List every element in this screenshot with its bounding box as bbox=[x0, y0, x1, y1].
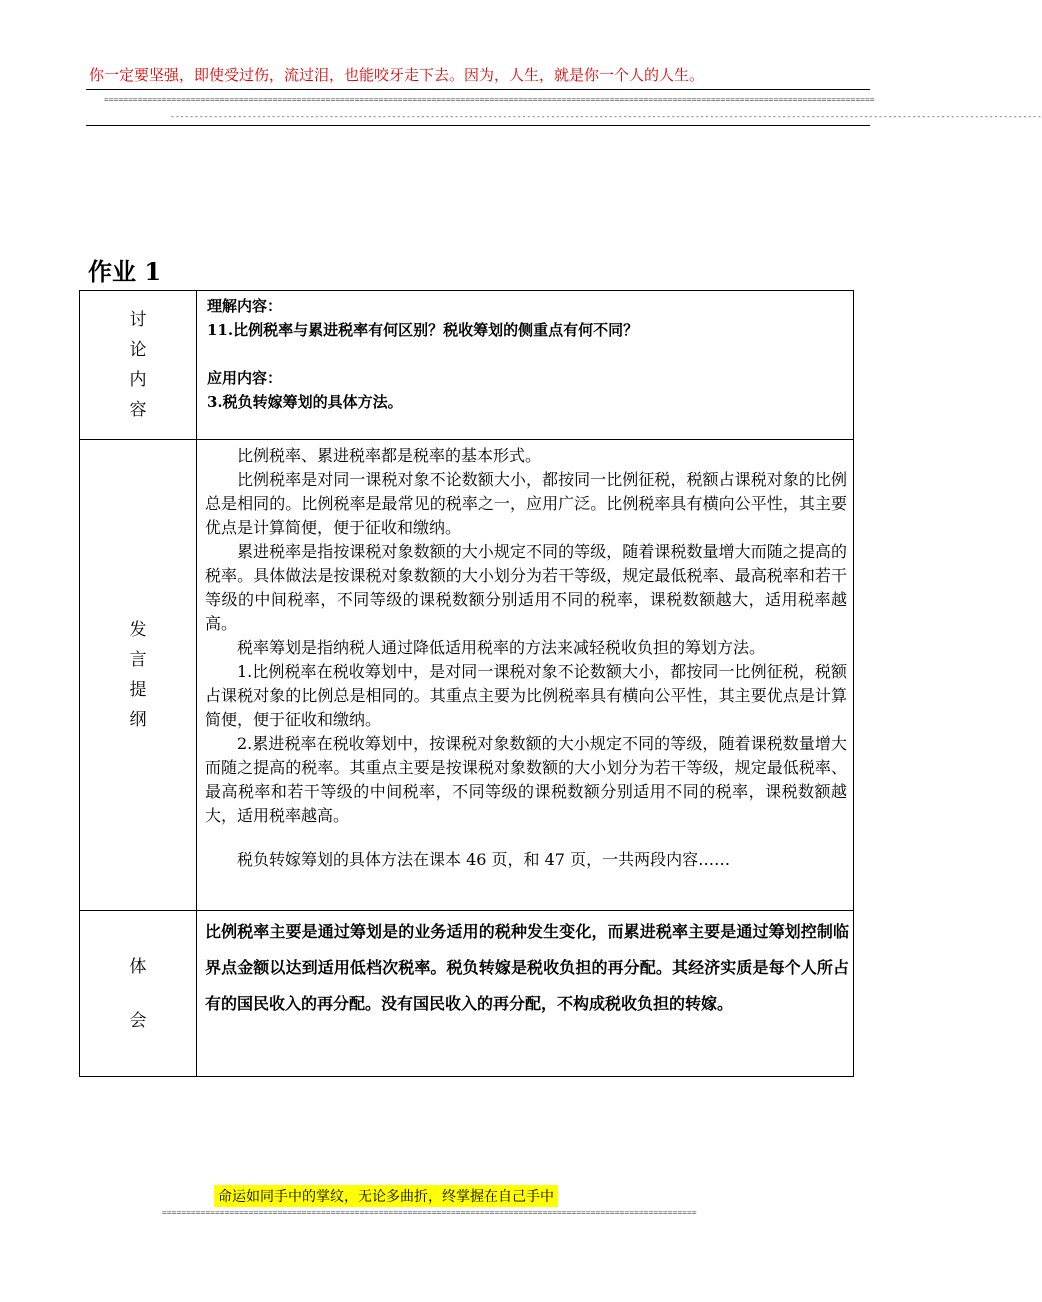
header-double-rule: ================================================================================================================================================================ bbox=[104, 95, 875, 104]
reflection-content: 比例税率主要是通过筹划是的业务适用的税种发生变化，而累进税率主要是通过筹划控制临界点金额以达到适用低档次税率。税负转嫁是税收负担的再分配。其经济实质是每个人所占有的国民收入的再分配。没有国民收入的再分配，不构成税收负担的转嫁。 bbox=[197, 911, 854, 1077]
label-char: 提 bbox=[129, 680, 147, 700]
outline-paragraph: 累进税率是指按课税对象数额的大小规定不同的等级，随着课税数量增大而随之提高的税率。具体做法是按课税对象数额的大小划分为若干等级，规定最低税率、最高税率和若干等级的中间税率，不同等级的课税数额分别适用不同的税率，课税数额越大，适用税率越高。 bbox=[205, 542, 847, 633]
label-char: 讨 bbox=[129, 310, 147, 330]
outline-paragraph: 比例税率、累进税率都是税率的基本形式。 bbox=[237, 446, 542, 465]
outline-paragraph: 比例税率是对同一课税对象不论数额大小，都按同一比例征税，税额占课税对象的比例总是相同的。比例税率是最常见的税率之一，应用广泛。比例税率具有横向公平性，其主要优点是计算简便，便于征收和缴纳。 bbox=[205, 470, 847, 537]
label-char: 容 bbox=[129, 400, 147, 420]
reflection-row bbox=[80, 911, 854, 1077]
apply-question: 3.税负转嫁筹划的具体方法。 bbox=[207, 393, 403, 411]
header-bottom-rule bbox=[86, 125, 870, 126]
outline-closing: 税负转嫁筹划的具体方法在课本 46 页，和 47 页，一共两段内容…… bbox=[237, 850, 731, 869]
label-char: 会 bbox=[129, 1010, 147, 1031]
homework-table bbox=[79, 290, 854, 1077]
understand-heading: 理解内容： bbox=[207, 297, 283, 315]
discussion-row bbox=[80, 291, 854, 440]
footer-double-rule: =============================================================================================================== bbox=[162, 1208, 697, 1217]
understand-question: 11.比例税率与累进税率有何区别？税收筹划的侧重点有何不同？ bbox=[207, 321, 639, 339]
outline-label bbox=[80, 440, 197, 911]
label-char: 言 bbox=[129, 650, 147, 670]
label-char: 论 bbox=[129, 340, 147, 360]
outline-content bbox=[197, 440, 854, 911]
apply-heading: 应用内容： bbox=[207, 369, 283, 387]
header-top-rule bbox=[86, 89, 870, 90]
discussion-content bbox=[197, 291, 854, 440]
page-title: 作业 1 bbox=[88, 257, 162, 286]
label-char: 纲 bbox=[129, 710, 147, 730]
outline-paragraph: 税率筹划是指纳税人通过降低适用税率的方法来减轻税收负担的筹划方法。 bbox=[237, 638, 766, 657]
footer-quote: 命运如同手中的掌纹，无论多曲折，终掌握在自己手中 bbox=[214, 1185, 558, 1207]
label-char: 发 bbox=[129, 620, 147, 640]
reflection-label bbox=[80, 911, 197, 1077]
header-quote: 你一定要坚强，即使受过伤，流过泪，也能咬牙走下去。因为，人生，就是你一个人的人生。 bbox=[89, 66, 705, 84]
discussion-label bbox=[80, 291, 197, 440]
label-char: 内 bbox=[129, 370, 147, 390]
label-char: 体 bbox=[129, 956, 147, 977]
outline-paragraph: 1.比例税率在税收筹划中，是对同一课税对象不论数额大小，都按同一比例征税，税额占课税对象的比例总是相同的。其重点主要为比例税率具有横向公平性，其主要优点是计算简便，便于征收和缴纳。 bbox=[205, 662, 847, 729]
outline-row bbox=[80, 440, 854, 911]
header-dash-rule: ------------------------------------------------------------------------------------------------------------------------------------------------------------------------------------- bbox=[170, 112, 1042, 121]
outline-paragraph: 2.累进税率在税收筹划中，按课税对象数额的大小规定不同的等级，随着课税数量增大而随之提高的税率。其重点主要是按课税对象数额的大小划分为若干等级，规定最低税率、最高税率和若干等级的中间税率，不同等级的课税数额分别适用不同的税率，课税数额越大，适用税率越高。 bbox=[205, 734, 847, 825]
